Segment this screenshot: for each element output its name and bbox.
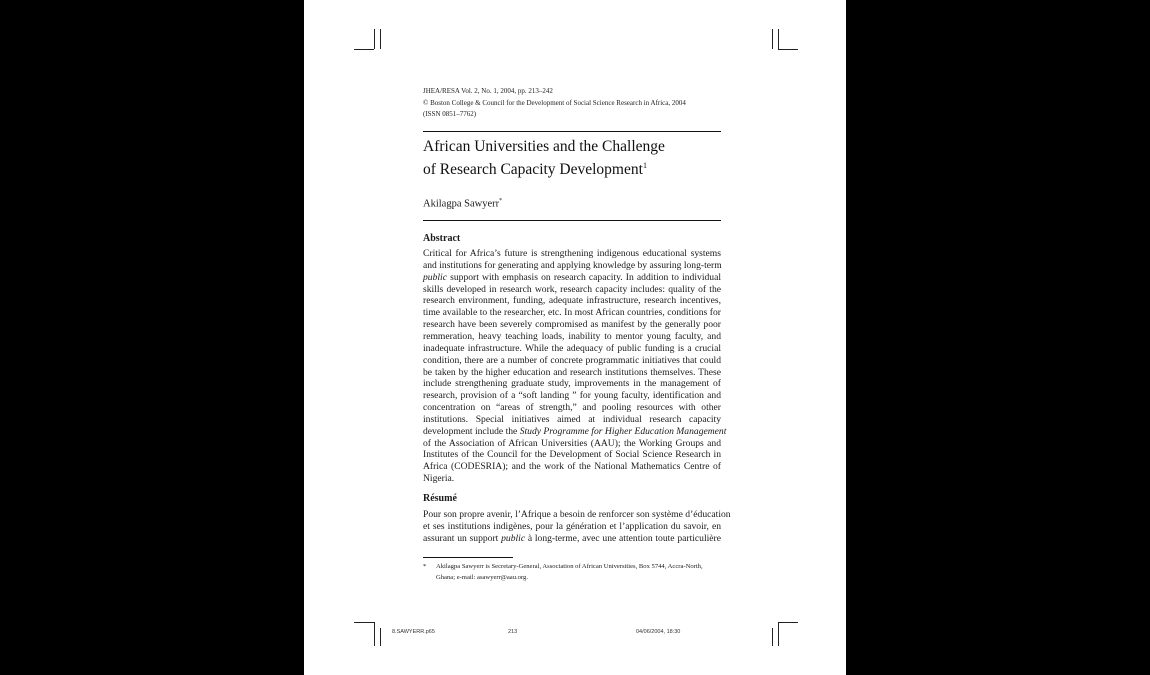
text-segment: Nigeria.: [423, 473, 455, 485]
abstract-line: [423, 438, 721, 450]
abstract-line: [423, 260, 721, 272]
text-segment: institutions. Special initiatives aimed at individual research capacity: [423, 413, 721, 425]
italic-text: public: [423, 271, 447, 283]
copyright-line: © Boston College & Council for the Development of Social Science Research in Africa, 2004: [423, 99, 686, 107]
text-segment: Critical for Africa’s future is strengthening indigenous educational systems: [423, 248, 721, 259]
abstract-line: [423, 390, 721, 402]
text-segment: research have been severely compromised as manifest by the generally poor: [423, 319, 721, 331]
issn-line: (ISSN 0851–7762): [423, 110, 477, 118]
document-page: [304, 0, 846, 675]
text-segment: be taken by the higher education and research institutions themselves. These: [423, 366, 721, 378]
slug-datetime: 04/06/2004, 18:30: [636, 629, 681, 635]
journal-citation: JHEA/RESA Vol. 2, No. 1, 2004, pp. 213–242: [423, 87, 553, 95]
text-segment: à long-terme, avec une attention toute particulière: [525, 532, 721, 544]
article-title: [423, 137, 665, 179]
text-segment: and institutions for generating and applying knowledge by assuring long-term: [423, 259, 722, 271]
text-segment: include strengthening graduate study, improvements in the management of: [423, 378, 721, 390]
title-line-2: of Research Capacity Development: [423, 161, 643, 179]
text-segment: assurant un support: [423, 532, 502, 544]
abstract-line: [423, 367, 721, 379]
abstract-line: [423, 461, 721, 473]
author-name: Akilagpa Sawyerr: [423, 198, 500, 210]
abstract-line: [423, 343, 721, 355]
abstract-line: [423, 284, 721, 296]
abstract-line: [423, 414, 721, 426]
abstract-line: [423, 402, 721, 414]
footnote-line-1: Akilagpa Sawyerr is Secretary-General, Association of African Universities, Box 5744, Accra-North,: [436, 563, 703, 570]
resume-line: [423, 521, 721, 533]
text-segment: skills developed in research work, research capacity includes: quality of the: [423, 283, 721, 295]
text-segment: Institutes of the Council for the Development of Social Science Research in: [423, 449, 721, 461]
slug-page-number: 213: [508, 629, 518, 635]
abstract-line: [423, 319, 721, 331]
text-segment: development include the: [423, 425, 520, 437]
text-segment: concentration on “areas of strength,” and pooling resources with other: [423, 402, 721, 414]
text-segment: support with emphasis on research capacity. In addition to individual: [446, 271, 721, 283]
abstract-line: [423, 272, 721, 284]
footnote-line-2: Ghana; e-mail: asawyerr@aau.org.: [436, 574, 528, 581]
author-footnote-mark: *: [499, 198, 503, 204]
abstract-line: [423, 473, 721, 485]
text-segment: research environment, funding, adequate infrastructure, research incentives,: [423, 295, 721, 307]
slug-filename: 8.SAWYERR.p65: [392, 629, 435, 635]
text-segment: remmeration, heavy teaching loads, inability to mentor young faculty, and: [423, 330, 721, 342]
author: [423, 198, 502, 210]
footnote-rule: [423, 557, 513, 558]
text-segment: Africa (CODESRIA); and the work of the National Mathematics Centre of: [423, 461, 721, 473]
text-segment: time available to the researcher, etc. In most African countries, conditions for: [423, 307, 721, 319]
footnote-mark: *: [423, 563, 427, 570]
abstract-line: [423, 331, 721, 343]
abstract-line: [423, 248, 721, 260]
abstract-line: [423, 449, 721, 461]
abstract-line: [423, 378, 721, 390]
title-line-1: African Universities and the Challenge: [423, 138, 665, 155]
italic-text: public: [501, 532, 526, 544]
header-rule: [423, 131, 721, 132]
text-segment: of the Association of African Universities (AAU); the Working Groups and: [423, 437, 721, 449]
abstract-line: [423, 425, 727, 438]
text-segment: condition, there are a number of concrete programmatic initiatives that could: [423, 354, 721, 366]
text-segment: et ses institutions indigènes, pour la génération et l’application du savoir, en: [423, 520, 721, 532]
title-footnote-mark: 1: [642, 161, 647, 170]
author-rule: [423, 220, 721, 221]
abstract-line: [423, 295, 721, 307]
text-segment: inadequate infrastructure. While the adequacy of public funding is a crucial: [423, 342, 721, 354]
resume-line: [423, 509, 731, 521]
resume-line: [423, 533, 721, 545]
text-segment: research, provision of a “soft landing ” for young faculty, identification and: [423, 390, 721, 402]
abstract-heading: Abstract: [423, 233, 461, 244]
text-segment: Pour son propre avenir, l’Afrique a besoin de renforcer son système d’éducation: [423, 509, 731, 520]
resume-heading: Résumé: [423, 493, 457, 504]
abstract-line: [423, 355, 721, 367]
italic-text: Study Programme for Higher Education Management: [519, 425, 727, 437]
abstract-line: [423, 307, 721, 319]
